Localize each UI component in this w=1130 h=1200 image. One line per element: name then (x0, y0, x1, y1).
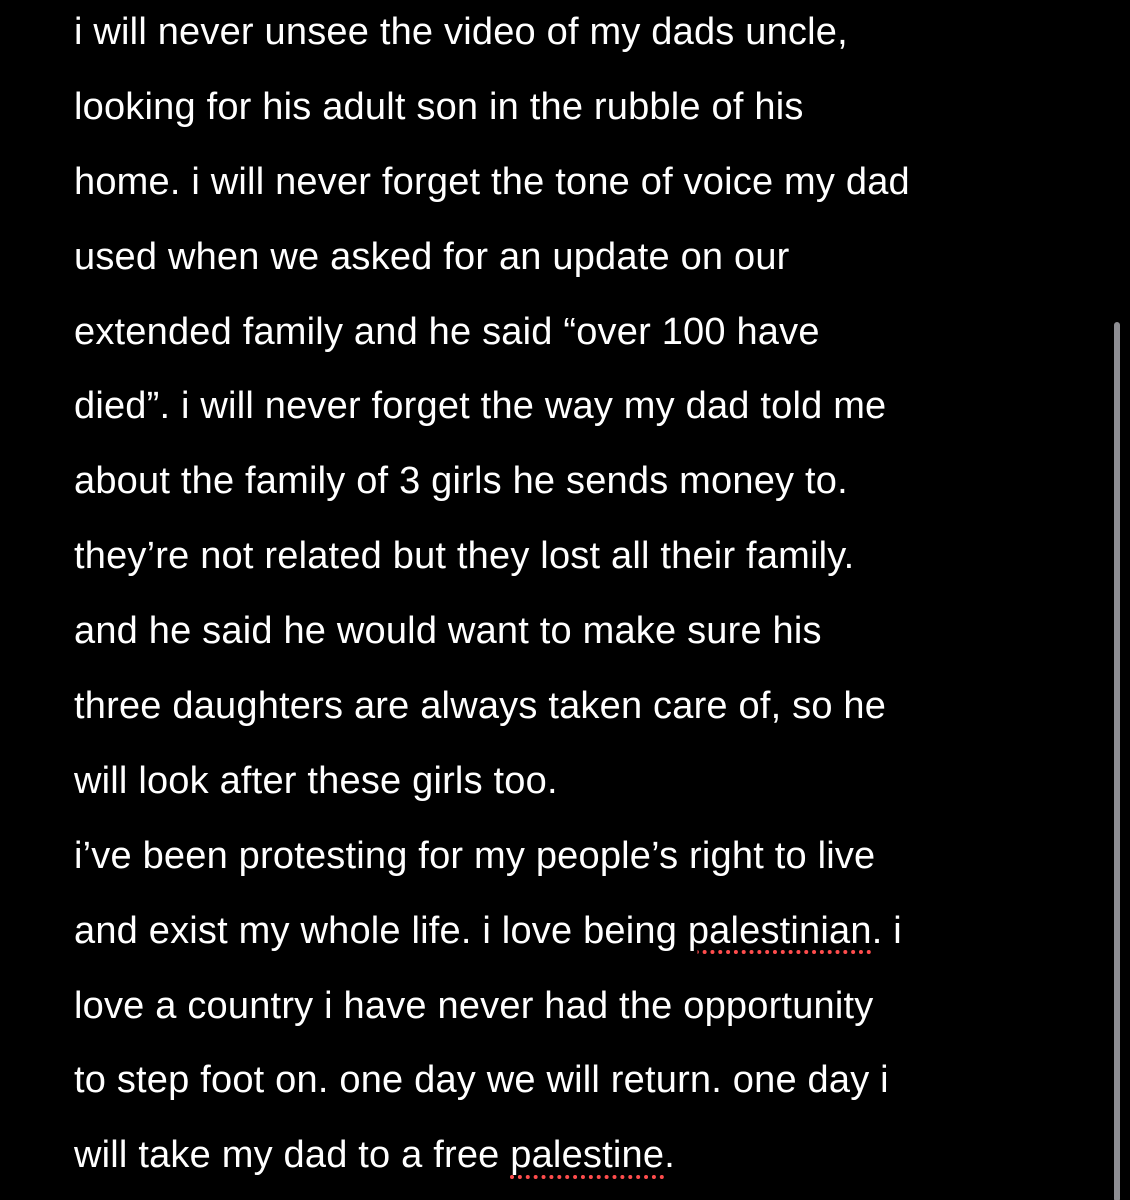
note-text-segment: . i (871, 909, 902, 952)
note-text-area[interactable] (74, 0, 1084, 1193)
note-line: extended family and he said “over 100 have (74, 310, 820, 353)
note-text-segment: . (664, 1134, 675, 1177)
vertical-scrollbar[interactable] (1110, 0, 1130, 1200)
note-line: i’ve been protesting for my people’s right to live (74, 834, 876, 877)
note-line: about the family of 3 girls he sends money to. (74, 460, 848, 503)
note-line: looking for his adult son in the rubble of his (74, 85, 804, 128)
note-line (74, 894, 1084, 969)
note-line: and he said he would want to make sure his (74, 610, 822, 653)
note-line (74, 1118, 1084, 1193)
note-line: used when we asked for an update on our (74, 235, 790, 278)
scrollbar-thumb[interactable] (1114, 322, 1120, 1200)
note-text-segment: and exist my whole life. i love being (74, 909, 688, 952)
note-line: they’re not related but they lost all their family. (74, 535, 855, 578)
note-line: three daughters are always taken care of, so he (74, 685, 887, 728)
spellcheck-flagged-word[interactable]: palestinian (687, 909, 872, 952)
note-line: love a country i have never had the opportunity (74, 984, 874, 1027)
note-line: i will never unsee the video of my dads uncle, (74, 11, 848, 53)
note-line: will look after these girls too. (74, 759, 558, 802)
note-text-segment: will take my dad to a free (74, 1134, 511, 1177)
spellcheck-flagged-word[interactable]: palestine (510, 1134, 665, 1177)
note-line: home. i will never forget the tone of voice my dad (74, 160, 910, 203)
note-line: to step foot on. one day we will return. one day i (74, 1059, 889, 1102)
note-line: died”. i will never forget the way my dad told me (74, 385, 887, 428)
